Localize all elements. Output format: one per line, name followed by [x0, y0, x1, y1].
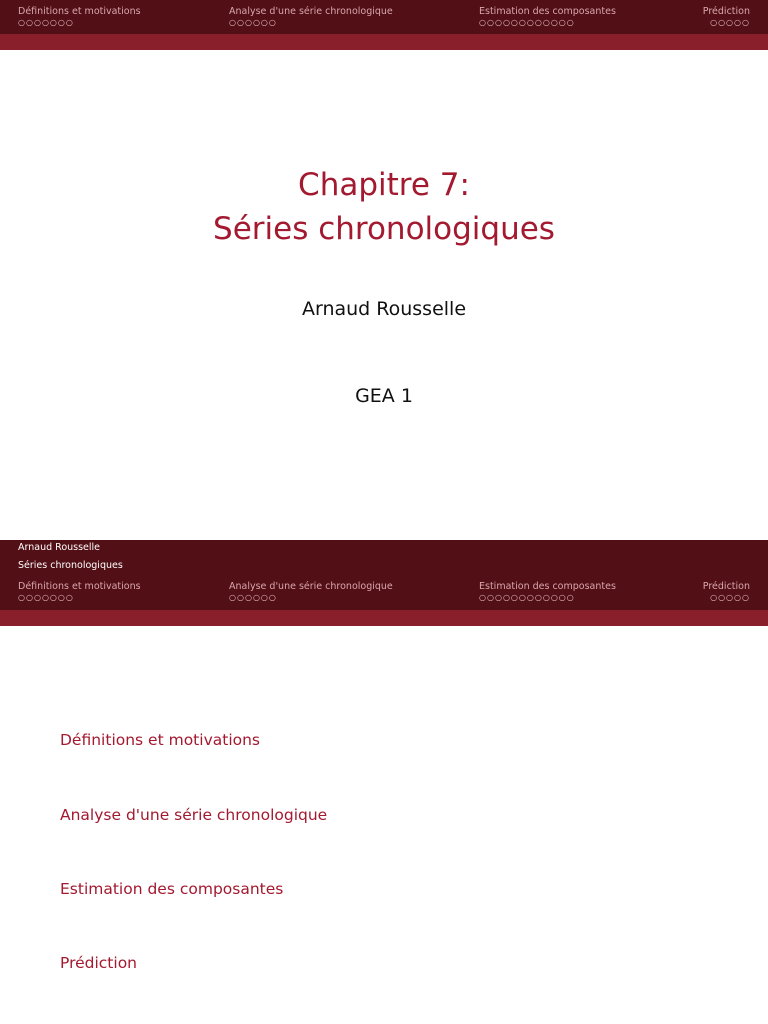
nav-section-estimation[interactable]	[479, 581, 616, 603]
toc-item-analyse[interactable]: Analyse d'une série chronologique	[60, 806, 328, 824]
nav-section-dots[interactable]: ○○○○○○○○○○○○	[479, 18, 575, 27]
headline-title: Séries chronologiques	[18, 560, 123, 571]
title-line-1: Chapitre 7:	[298, 167, 470, 203]
toc-item-estimation[interactable]: Estimation des composantes	[60, 880, 284, 898]
title-line-2: Séries chronologiques	[213, 211, 555, 247]
nav-section-estimation[interactable]	[479, 6, 616, 28]
navigation-bar	[0, 0, 768, 34]
nav-section-dots[interactable]: ○○○○○○	[229, 18, 277, 27]
toc-item-definitions[interactable]: Définitions et motivations	[60, 731, 261, 749]
nav-section-dots[interactable]: ○○○○○○○	[18, 18, 74, 27]
nav-section-dots[interactable]: ○○○○○○○○○○○○	[479, 593, 575, 602]
institute: GEA 1	[355, 385, 413, 407]
nav-section-label[interactable]: Estimation des composantes	[479, 581, 616, 592]
slide-title	[0, 163, 768, 251]
nav-section-analyse[interactable]	[229, 581, 393, 603]
nav-section-definitions[interactable]	[18, 581, 141, 603]
nav-section-label[interactable]: Définitions et motivations	[18, 6, 141, 17]
navigation-strip	[0, 34, 768, 50]
nav-section-dots[interactable]: ○○○○○○○	[18, 593, 74, 602]
nav-section-dots[interactable]: ○○○○○○	[229, 593, 277, 602]
nav-section-definitions[interactable]	[18, 6, 141, 28]
nav-section-label[interactable]: Analyse d'une série chronologique	[229, 6, 393, 17]
nav-section-prediction[interactable]	[703, 6, 750, 28]
navigation-strip	[0, 610, 768, 626]
toc-item-prediction[interactable]: Prédiction	[60, 954, 138, 972]
nav-section-label[interactable]: Prédiction	[702, 581, 750, 592]
nav-section-label[interactable]: Prédiction	[702, 6, 750, 17]
nav-section-label[interactable]: Analyse d'une série chronologique	[229, 581, 393, 592]
nav-section-dots[interactable]: ○○○○○	[710, 18, 750, 27]
navigation-bar	[0, 540, 768, 610]
nav-section-prediction[interactable]	[703, 581, 750, 603]
nav-section-analyse[interactable]	[229, 6, 393, 28]
headline-author: Arnaud Rousselle	[18, 542, 101, 553]
nav-section-dots[interactable]: ○○○○○	[710, 593, 750, 602]
nav-section-label[interactable]: Définitions et motivations	[18, 581, 141, 592]
outline-slide	[0, 540, 768, 1024]
nav-section-label[interactable]: Estimation des composantes	[479, 6, 616, 17]
author-name: Arnaud Rousselle	[301, 298, 467, 320]
